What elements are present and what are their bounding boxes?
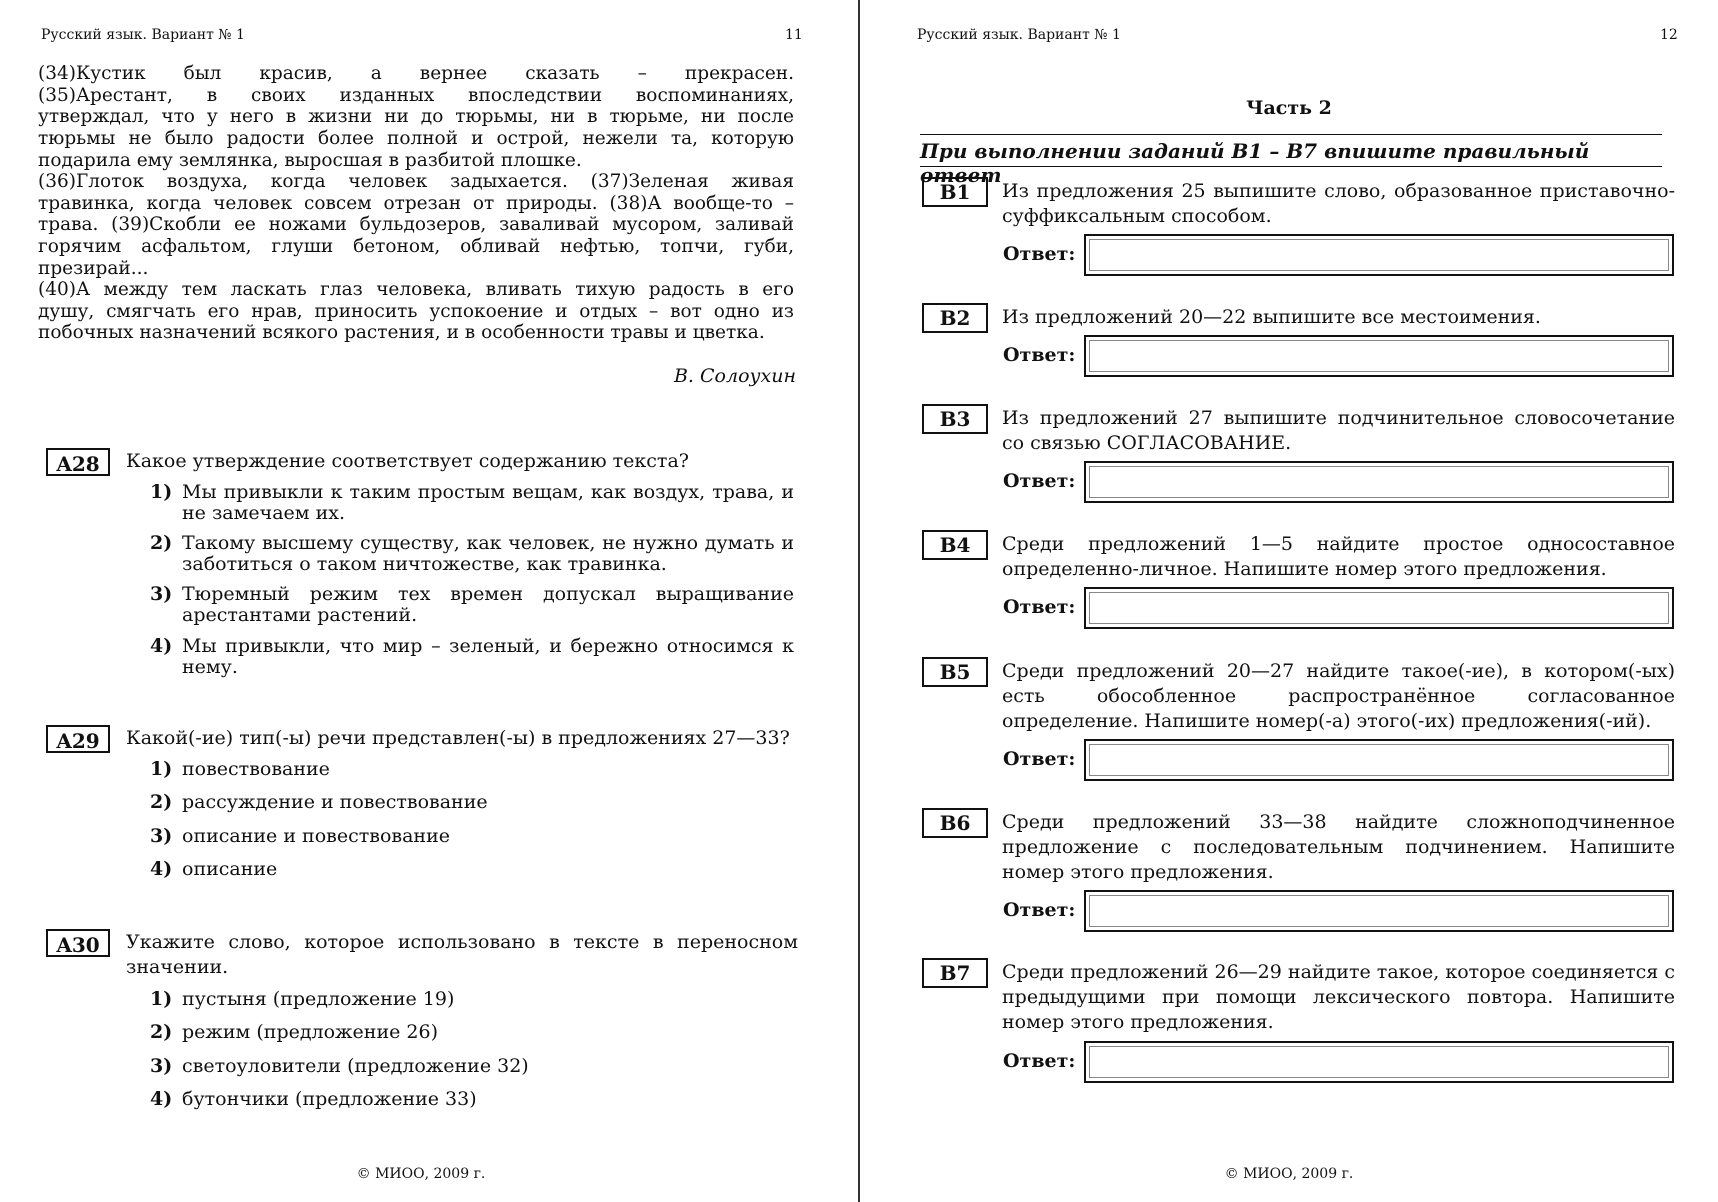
option-text: описание и повествование (182, 825, 450, 847)
option-number: 2) (150, 1021, 173, 1043)
answer-input-b3[interactable] (1089, 466, 1669, 498)
answer-input-b1[interactable] (1089, 239, 1669, 271)
text-line: (36)Глоток воздуха, когда человек задыхается. (37)Зеленая живая (38, 171, 794, 192)
page-footer: © МИОО, 2009 г. (356, 1166, 486, 1182)
text-line: душу, смягчать его нрав, приносить успокоение и отдых – вот одно из (38, 300, 794, 322)
answer-input-b5[interactable] (1089, 744, 1669, 776)
task-number-b5: В5 (922, 657, 988, 687)
instruction-bottom-rule (920, 166, 1662, 167)
answer-label: Ответ: (1003, 596, 1076, 618)
answer-box-b4 (1084, 587, 1674, 629)
option-text: описание (182, 858, 278, 880)
option-number: 2) (150, 791, 173, 813)
text-line: побочных назначений всякого растения, и в особенности травы и цветка. (38, 322, 765, 344)
question-number-a29: A29 (46, 725, 110, 753)
answer-option-a29-4[interactable] (150, 859, 794, 883)
answer-option-a29-2[interactable] (150, 792, 794, 816)
option-number: 1) (150, 481, 173, 503)
text-line: (35)Арестант, в своих изданных впоследствии воспоминаниях, (38, 84, 794, 106)
answer-label: Ответ: (1003, 470, 1076, 492)
option-number: 3) (150, 583, 173, 605)
option-text: Мы привыкли, что мир – зеленый, и бережно относимся к нему. (182, 635, 794, 678)
answer-option-a28-3[interactable] (150, 584, 794, 628)
task-text-b4: Среди предложений 1—5 найдите простое односоставное определенно-личное. Напишите номер этого предложения. (1002, 533, 1675, 580)
page-footer: © МИОО, 2009 г. (1224, 1166, 1354, 1182)
text-author: В. Солоухин (673, 365, 796, 387)
answer-option-a30-1[interactable] (150, 989, 794, 1013)
task-number-b1: В1 (922, 177, 988, 207)
left-page (0, 0, 858, 1202)
option-text: режим (предложение 26) (182, 1021, 438, 1043)
answer-option-a30-3[interactable] (150, 1056, 794, 1080)
answer-label: Ответ: (1003, 243, 1076, 265)
part-title: Часть 2 (1246, 97, 1332, 119)
task-text-b3: Из предложений 27 выпишите подчинительное словосочетание со связью СОГЛАСОВАНИЕ. (1002, 407, 1675, 454)
option-text: пустыня (предложение 19) (182, 988, 455, 1010)
option-number: 1) (150, 758, 173, 780)
answer-input-b6[interactable] (1089, 895, 1669, 927)
option-number: 4) (150, 1088, 173, 1110)
task-number-b7: В7 (922, 958, 988, 988)
page-number: 12 (1660, 27, 1678, 43)
option-number: 4) (150, 858, 173, 880)
text-line: подарила ему землянка, выросшая в разбитой плошке. (38, 149, 582, 171)
text-line: (34)Кустик был красив, а вернее сказать – прекрасен. (38, 63, 794, 84)
text-paragraph-40 (38, 279, 794, 344)
text-line: (40)А между тем ласкать глаз человека, вливать тихую радость в его (38, 279, 794, 300)
option-number: 3) (150, 1055, 173, 1077)
option-number: 4) (150, 635, 173, 657)
text-line: презирай... (38, 257, 149, 279)
text-paragraph-36-39 (38, 171, 794, 280)
option-text: повествование (182, 758, 330, 780)
option-text: бутончики (предложение 33) (182, 1088, 477, 1110)
answer-box-b6 (1084, 890, 1674, 932)
option-number: 3) (150, 825, 173, 847)
answer-label: Ответ: (1003, 1050, 1076, 1072)
answer-box-b7 (1084, 1041, 1674, 1083)
instruction-top-rule (920, 134, 1662, 135)
answer-option-a29-1[interactable] (150, 759, 794, 783)
answer-label: Ответ: (1003, 344, 1076, 366)
answer-label: Ответ: (1003, 748, 1076, 770)
task-text-b2: Из предложений 20—22 выпишите все местоимения. (1002, 306, 1541, 328)
answer-box-b3 (1084, 461, 1674, 503)
task-number-b6: В6 (922, 808, 988, 838)
answer-option-a28-2[interactable] (150, 533, 794, 577)
option-text: Тюремный режим тех времен допускал выращивание арестантами растений. (182, 583, 794, 626)
text-line: тюрьмы не было радости более полной и острой, нежели та, которую (38, 128, 794, 150)
task-text-b1: Из предложения 25 выпишите слово, образованное приставочно-суффиксальным способом. (1002, 180, 1675, 227)
answer-box-b2 (1084, 335, 1674, 377)
question-number-a30: A30 (46, 929, 110, 957)
answer-label: Ответ: (1003, 899, 1076, 921)
task-number-b2: В2 (922, 303, 988, 333)
option-number: 2) (150, 532, 173, 554)
answer-option-a28-1[interactable] (150, 482, 794, 526)
task-number-b3: В3 (922, 404, 988, 434)
task-text-b7: Среди предложений 26—29 найдите такое, которое соединяется с предыдущими при помощи лексического повтора. Напишите номер этого предложения. (1002, 961, 1675, 1033)
question-text-a30: Укажите слово, которое использовано в тексте в переносном значении. (126, 931, 798, 978)
answer-option-a30-2[interactable] (150, 1022, 794, 1046)
option-text: светоуловители (предложение 32) (182, 1055, 529, 1077)
text-line: трава. (39)Скобли ее ножами бульдозеров, заваливай мусором, заливай (38, 214, 794, 236)
answer-input-b7[interactable] (1089, 1046, 1669, 1078)
answer-box-b5 (1084, 739, 1674, 781)
question-text-a28: Какое утверждение соответствует содержанию текста? (126, 450, 689, 472)
page-header: Русский язык. Вариант № 1 (917, 27, 1121, 43)
question-number-a28: A28 (46, 448, 110, 476)
answer-input-b2[interactable] (1089, 340, 1669, 372)
task-number-b4: В4 (922, 530, 988, 560)
page-header: Русский язык. Вариант № 1 (41, 27, 245, 43)
option-text: рассуждение и повествование (182, 791, 488, 813)
answer-box-b1 (1084, 234, 1674, 276)
option-number: 1) (150, 988, 173, 1010)
option-text: Такому высшему существу, как человек, не нужно думать и заботиться о таком ничтожестве, как травинка. (182, 532, 794, 575)
text-line: горячим асфальтом, глуши бетоном, обливай нефтью, топчи, губи, (38, 236, 794, 258)
option-text: Мы привыкли к таким простым вещам, как воздух, трава, и не замечаем их. (182, 481, 794, 524)
answer-option-a30-4[interactable] (150, 1089, 794, 1113)
answer-option-a28-4[interactable] (150, 636, 794, 680)
text-paragraph-34-35 (38, 63, 794, 172)
answer-option-a29-3[interactable] (150, 826, 794, 850)
answer-input-b4[interactable] (1089, 592, 1669, 624)
text-line: утверждал, что у него в жизни ни до тюрьмы, ни в тюрьме, ни после (38, 106, 794, 128)
instruction-text: При выполнении заданий В1 – В7 впишите правильный ответ (920, 139, 1590, 187)
question-text-a29: Какой(-ие) тип(-ы) речи представлен(-ы) в предложениях 27—33? (126, 727, 790, 749)
task-text-b6: Среди предложений 33—38 найдите сложноподчиненное предложение с последовательным подчинением. Напишите номер этого предложения. (1002, 811, 1675, 883)
page-number: 11 (785, 27, 803, 43)
text-line: травинка, когда человек совсем отрезан от природы. (38)А вообще-то – (38, 192, 794, 214)
right-page (860, 0, 1718, 1202)
task-text-b5: Среди предложений 20—27 найдите такое(-ие), в котором(-ых) есть обособленное распространённое согласованное определение. Напишите номер(-а) этого(-их) предложения(-ий). (1002, 660, 1675, 732)
